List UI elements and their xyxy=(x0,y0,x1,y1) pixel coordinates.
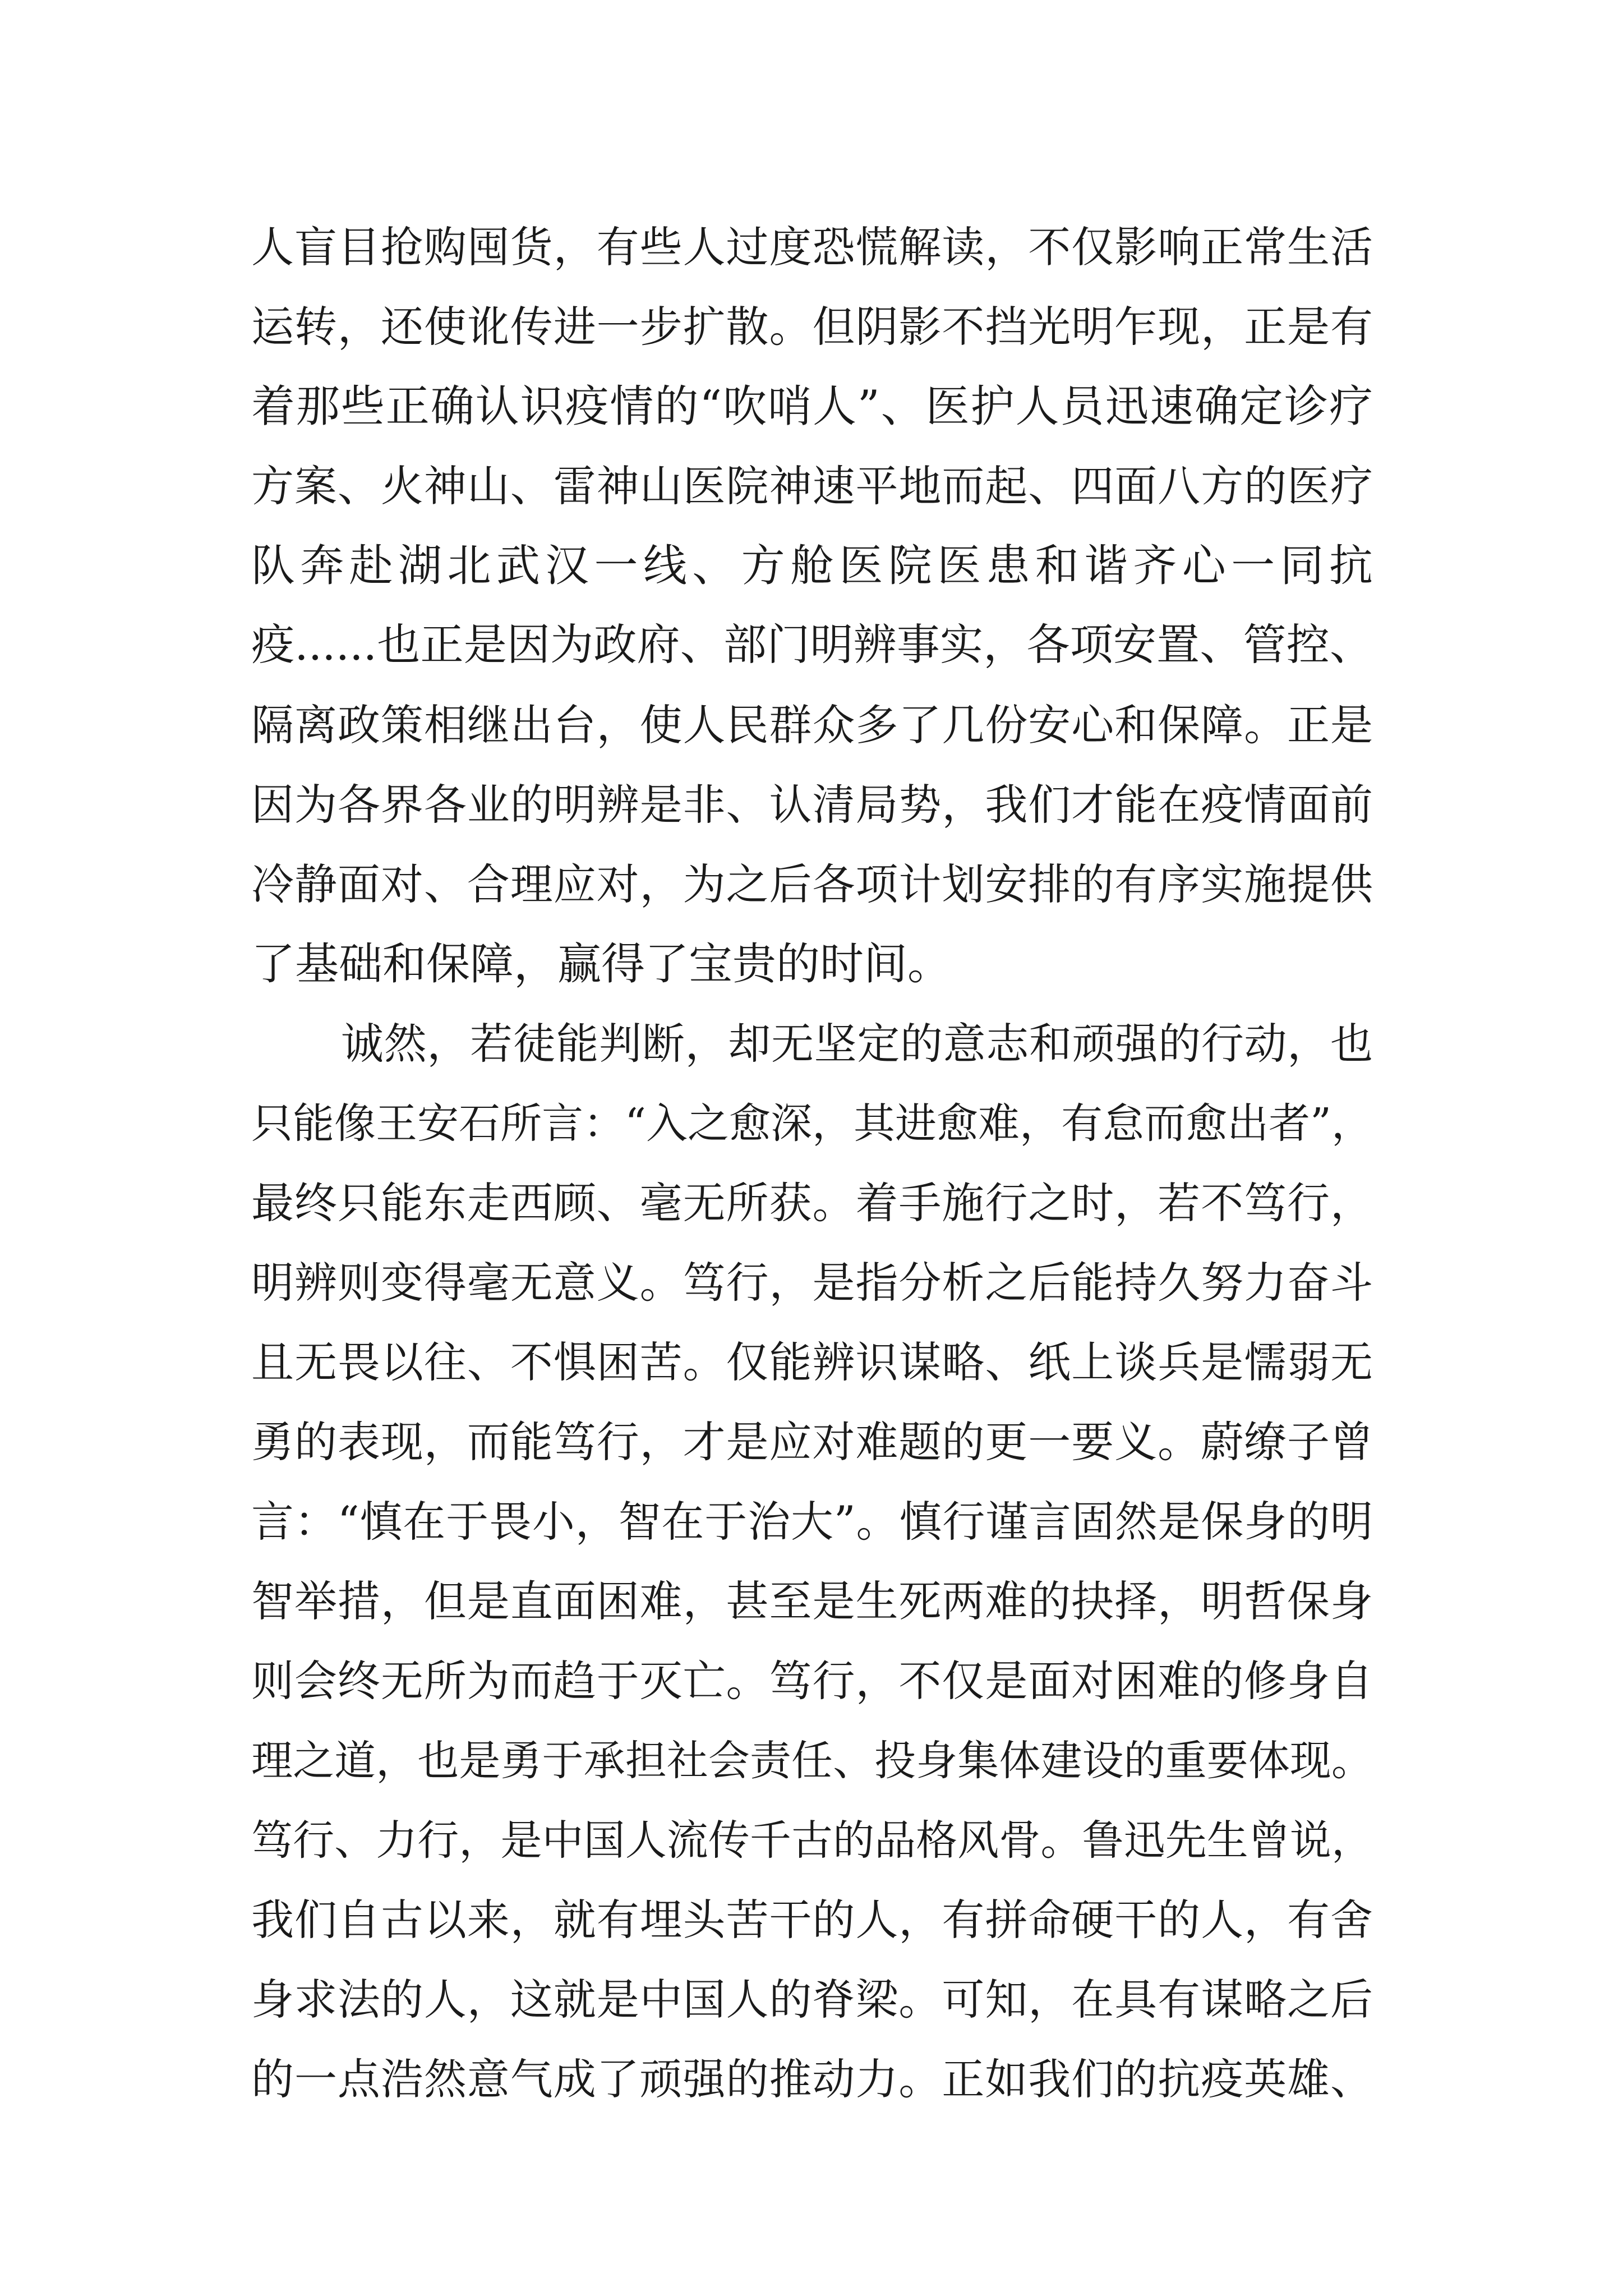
text-line: 明辨则变得毫无意义。笃行，是指分析之后能持久努力奋斗 xyxy=(251,1258,1373,1308)
text-line: 我们自古以来，就有埋头苦干的人，有拼命硬干的人，有舍 xyxy=(251,1895,1373,1945)
text-line: 勇的表现，而能笃行，才是应对难题的更一要义。蔚缭子曾 xyxy=(251,1417,1373,1467)
text-line: 笃行、力行，是中国人流传千古的品格风骨。鲁迅先生曾说， xyxy=(251,1816,1373,1865)
text-line: 疫......也正是因为政府、部门明辨事实，各项安置、管控、 xyxy=(251,620,1373,670)
text-line: 隔离政策相继出台，使人民群众多了几份安心和保障。正是 xyxy=(251,700,1373,750)
text-line: 智举措，但是直面困难，甚至是生死两难的抉择，明哲保身 xyxy=(251,1576,1373,1626)
text-line: 且无畏以往、不惧困苦。仅能辨识谋略、纸上谈兵是懦弱无 xyxy=(251,1337,1373,1387)
text-line: 冷静面对、合理应对，为之后各项计划安排的有序实施提供 xyxy=(251,859,1373,909)
text-line: 的一点浩然意气成了顽强的推动力。正如我们的抗疫英雄、 xyxy=(251,2054,1373,2104)
text-line: 了基础和保障，赢得了宝贵的时间。 xyxy=(251,939,952,990)
text-line: 则会终无所为而趋于灭亡。笃行，不仅是面对困难的修身自 xyxy=(251,1656,1373,1706)
text-line: 只能像王安石所言：“入之愈深，其进愈难，有怠而愈出者”， xyxy=(251,1099,1373,1148)
text-line: 人盲目抢购囤货，有些人过度恐慌解读，不仅影响正常生活 xyxy=(251,222,1373,272)
body-text xyxy=(251,208,1373,2119)
text-line: 言：“慎在于畏小，智在于治大”。慎行谨言固然是保身的明 xyxy=(251,1497,1373,1547)
text-line: 方案、火神山、雷神山医院神速平地而起、四面八方的医疗 xyxy=(251,461,1373,511)
text-line: 队奔赴湖北武汉一线、方舱医院医患和谐齐心一同抗 xyxy=(251,541,1373,591)
text-line: 理之道，也是勇于承担社会责任、投身集体建设的重要体现。 xyxy=(251,1737,1373,1785)
text-line: 诚然，若徒能判断，却无坚定的意志和顽强的行动，也 xyxy=(341,1019,1373,1069)
text-line: 运转，还使讹传进一步扩散。但阴影不挡光明乍现，正是有 xyxy=(251,302,1373,352)
text-line: 着那些正确认识疫情的“吹哨人”、医护人员迅速确定诊疗 xyxy=(251,381,1373,432)
text-line: 身求法的人，这就是中国人的脊梁。可知，在具有谋略之后 xyxy=(251,1975,1373,2024)
text-line: 因为各界各业的明辨是非、认清局势，我们才能在疫情面前 xyxy=(251,780,1373,830)
text-line: 最终只能东走西顾、毫无所获。着手施行之时，若不笃行， xyxy=(251,1178,1373,1228)
